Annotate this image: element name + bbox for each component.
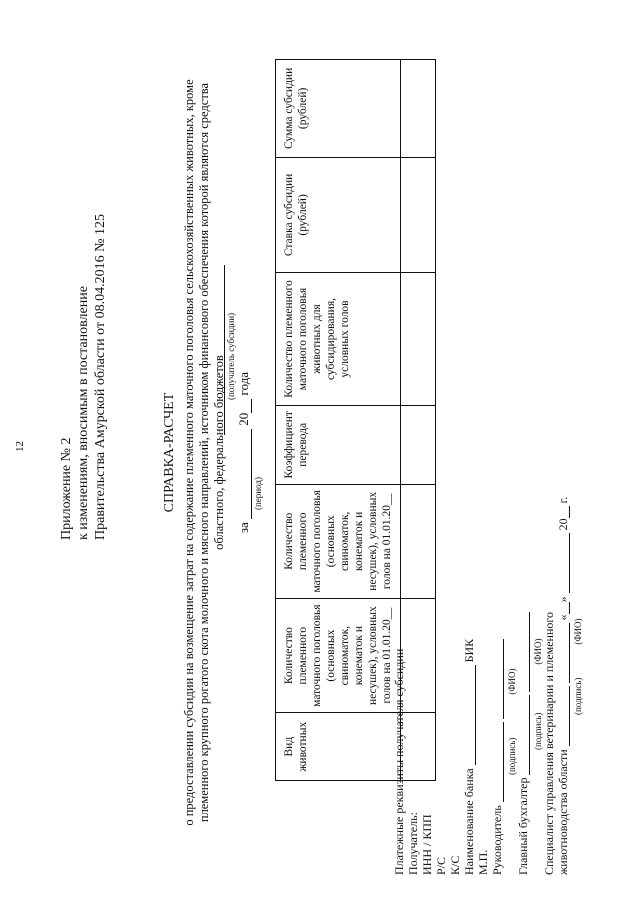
accountant-signature-line: Главный бухгалтер: [516, 497, 530, 875]
specialist-signature-captions: (подпись) (ФИО): [573, 618, 583, 715]
bank-line: Наименование банка БИК: [462, 638, 476, 875]
appendix-block: [58, 120, 109, 540]
inn-label: ИНН / КПП: [420, 814, 434, 875]
requisites-title: Платежные реквизиты получателя субсидии: [392, 648, 406, 875]
appendix-line: Приложение № 2: [59, 437, 74, 540]
head-signature-captions: (подпись) (ФИО): [507, 668, 517, 775]
page-number: 12: [14, 441, 26, 452]
document-subtitle: о предоставлении субсидии на возмещение затрат на содержание племенного маточного поголовья сельскохозяйственных животных, кроме племенного крупного рогатого скота молочного и мясного направлений, источником финансового обеспечения которой являются средства областного, федерального бюджетов: [182, 79, 226, 826]
header-cell: Количество племенного маточного поголовья животных для субсидирования, условных голов: [276, 273, 401, 406]
header-cell: Ставка субсидии (рублей): [276, 157, 401, 272]
recipient-label: Получатель:: [406, 812, 420, 875]
head-signature-line: Руководитель: [490, 497, 504, 875]
specialist-title: Специалист управления ветеринарии и племенного: [542, 612, 556, 875]
accountant-signature-captions: (подпись) (ФИО): [533, 638, 543, 750]
mp-label: М.П.: [476, 849, 490, 875]
payment-requisites: [392, 497, 582, 875]
recipient-line: [224, 265, 225, 435]
period-line: за 20 года: [236, 371, 251, 534]
document-heading: СПРАВКА-РАСЧЕТ: [162, 392, 177, 513]
table-header-row: [276, 60, 401, 781]
recipient-caption: (получатель субсидии): [226, 312, 236, 400]
header-cell: Количество племенного маточного поголовья (основных свиноматок, конематок и несушек), условных голов на 01.01.20__: [276, 484, 401, 598]
period-caption: (период): [253, 477, 263, 510]
appendix-line: Правительства Амурской области от 08.04.2016 № 125: [93, 214, 108, 540]
specialist-signature-line: животноводства области «» 20 г.: [556, 496, 570, 875]
appendix-line: к изменениям, вносимым в постановление: [76, 286, 91, 540]
header-cell: Количество племенного маточного поголовья (основных свиноматок, конематок и несушек), условных голов на 01.01.20__: [276, 598, 401, 712]
header-cell: Коэффициент перевода: [276, 405, 401, 484]
rs-label: Р/С: [434, 856, 448, 875]
header-cell: Вид животных: [276, 713, 401, 781]
header-cell: Сумма субсидии (рублей): [276, 60, 401, 158]
ks-label: К/С: [448, 855, 462, 875]
